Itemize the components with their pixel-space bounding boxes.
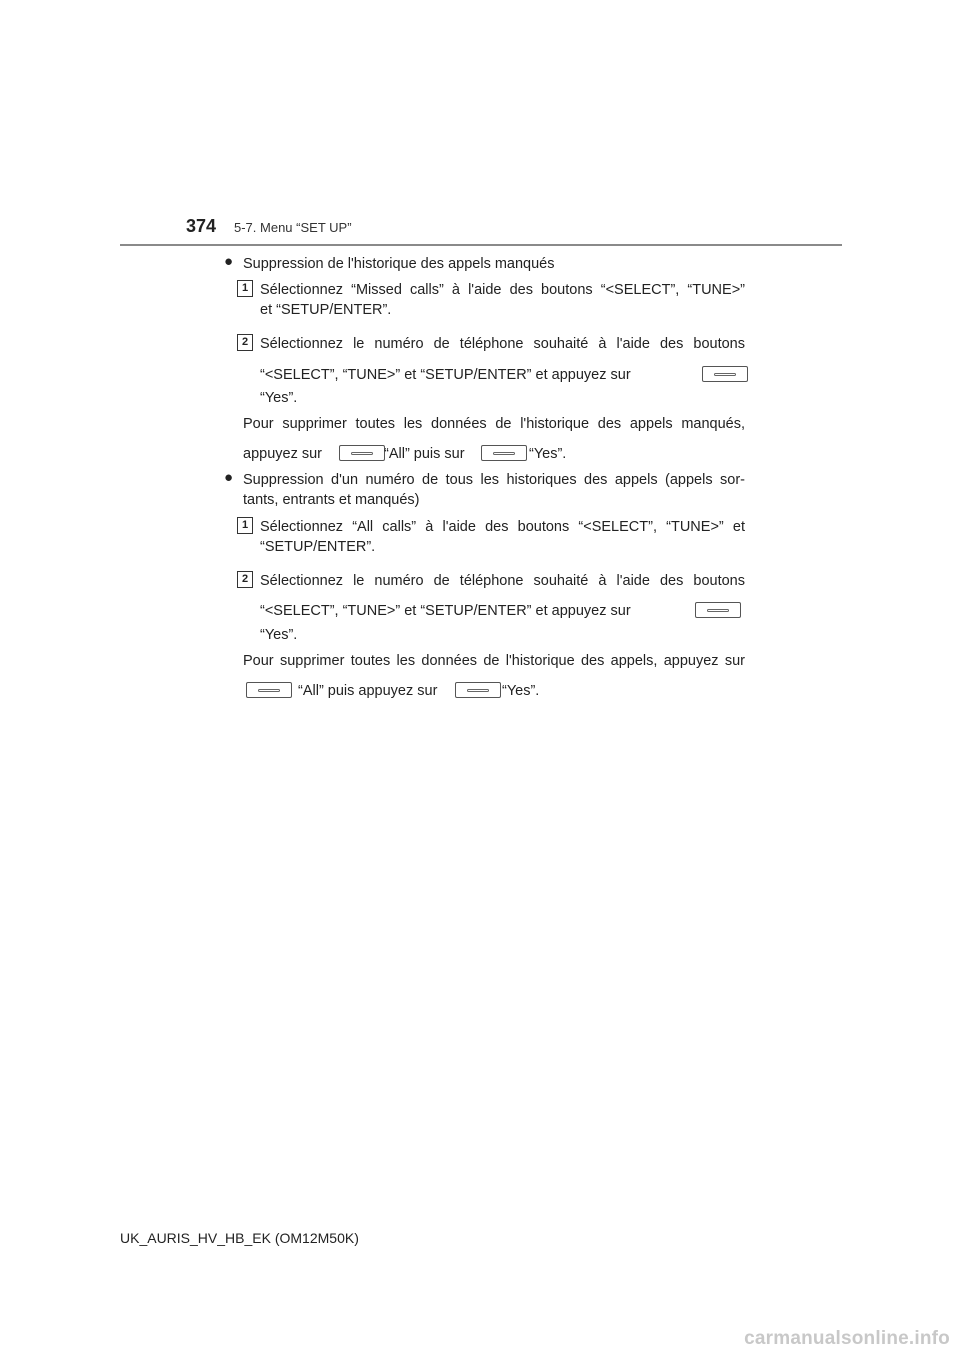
section-b-step2-line2: “<SELECT”, “TUNE>” et “SETUP/ENTER” et appuyez sur xyxy=(260,603,631,619)
phone-button-icon xyxy=(246,682,292,698)
section-b-note-end: “Yes”. xyxy=(502,683,540,699)
section-b-note-mid: “All” puis appuyez sur xyxy=(298,683,438,699)
phone-button-icon xyxy=(455,682,501,698)
section-a-step2-line2: “<SELECT”, “TUNE>” et “SETUP/ENTER” et appuyez sur xyxy=(260,367,631,383)
section-b-title-line1: Suppression d'un numéro de tous les historiques des appels (appels sor- xyxy=(243,472,745,488)
section-a-note-pre: appuyez sur xyxy=(243,446,322,462)
page-number: 374 xyxy=(186,216,217,236)
section-b-note-line1: Pour supprimer toutes les données de l'historique des appels, appuyez sur xyxy=(243,653,745,669)
section-b-step2-line1: Sélectionnez le numéro de téléphone souhaité à l'aide des boutons xyxy=(260,573,745,589)
section-a-step1-line1: Sélectionnez “Missed calls” à l'aide des boutons “<SELECT”, “TUNE>” xyxy=(260,282,745,298)
step-1-badge: 1 xyxy=(237,280,253,297)
section-a-step2-line3: “Yes”. xyxy=(260,390,298,406)
section-a-title: Suppression de l'historique des appels manqués xyxy=(243,256,555,272)
section-a-note-mid: “All” puis sur xyxy=(384,446,465,462)
phone-button-icon xyxy=(481,445,527,461)
step-2-badge: 2 xyxy=(237,334,253,351)
section-b-step2-line3: “Yes”. xyxy=(260,627,298,643)
document-code: UK_AURIS_HV_HB_EK (OM12M50K) xyxy=(120,1230,359,1246)
section-a-step2-line1: Sélectionnez le numéro de téléphone souhaité à l'aide des boutons xyxy=(260,336,745,352)
phone-button-icon xyxy=(695,602,741,618)
phone-button-icon xyxy=(339,445,385,461)
section-b-step1-line1: Sélectionnez “All calls” à l'aide des boutons “<SELECT”, “TUNE>” et xyxy=(260,519,745,535)
step-1-badge: 1 xyxy=(237,517,253,534)
phone-button-icon xyxy=(702,366,748,382)
section-b-step1-line2: “SETUP/ENTER”. xyxy=(260,539,376,555)
section-title: 5-7. Menu “SET UP” xyxy=(234,220,352,235)
watermark: carmanualsonline.info xyxy=(744,1328,950,1349)
section-b-title-line2: tants, entrants et manqués) xyxy=(243,492,420,508)
section-a-step1-line2: et “SETUP/ENTER”. xyxy=(260,302,392,318)
step-2-badge: 2 xyxy=(237,571,253,588)
header-rule xyxy=(120,244,842,246)
bullet-icon: ● xyxy=(224,253,234,270)
bullet-icon: ● xyxy=(224,469,234,486)
section-a-note-line1: Pour supprimer toutes les données de l'historique des appels manqués, xyxy=(243,416,745,432)
section-a-note-end: “Yes”. xyxy=(529,446,567,462)
